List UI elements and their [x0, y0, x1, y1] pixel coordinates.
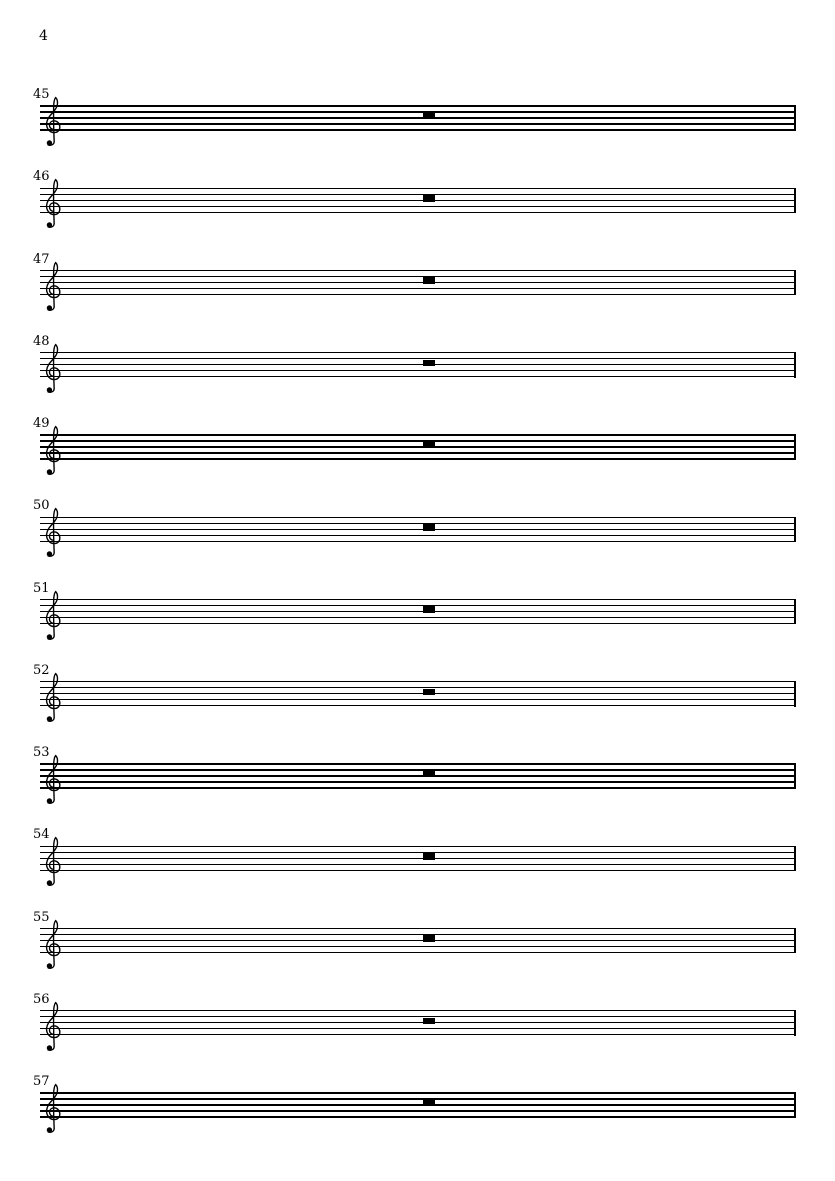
staff-line	[40, 123, 796, 124]
staff-line	[40, 535, 796, 536]
staff-line	[40, 769, 796, 770]
staff-line	[40, 282, 796, 283]
staff	[40, 435, 796, 461]
measure-number: 49	[33, 416, 50, 431]
treble-clef-icon	[43, 672, 63, 724]
staff-line	[40, 858, 796, 859]
whole-rest	[423, 771, 435, 778]
staff-line	[40, 529, 796, 530]
staff-system	[0, 826, 835, 896]
staff-line	[40, 194, 796, 195]
staff-line	[40, 928, 796, 929]
staff-line	[40, 705, 796, 706]
staff	[40, 846, 796, 872]
staff-line	[40, 1028, 796, 1029]
end-barline	[794, 1092, 796, 1117]
end-barline	[794, 270, 796, 295]
end-barline	[794, 599, 796, 624]
whole-rest	[423, 524, 435, 531]
staff-line	[40, 1116, 796, 1117]
staff-system	[0, 662, 835, 732]
whole-rest	[423, 1018, 435, 1025]
treble-clef-icon	[43, 261, 63, 313]
measure-number: 51	[33, 580, 50, 596]
staff-line	[40, 440, 796, 441]
staff-line	[40, 288, 796, 289]
staff	[40, 271, 796, 297]
whole-rest	[423, 1100, 435, 1107]
staff-line	[40, 605, 796, 606]
treble-clef-icon	[43, 96, 63, 148]
staff-line	[40, 105, 796, 106]
end-barline	[794, 517, 796, 542]
staff-line	[40, 846, 796, 847]
staff-line	[40, 200, 796, 201]
treble-clef-icon	[43, 1001, 63, 1053]
staff-line	[40, 111, 796, 112]
staff-line	[40, 206, 796, 207]
staff-line	[40, 370, 796, 371]
staff-line	[40, 452, 796, 453]
end-barline	[794, 352, 796, 377]
measure-number: 47	[33, 251, 50, 267]
staff-system	[0, 1073, 835, 1143]
staff-line	[40, 946, 796, 947]
staff-line	[40, 787, 796, 788]
whole-rest	[423, 935, 435, 942]
staff-line	[40, 775, 796, 776]
staff-line	[40, 129, 796, 130]
treble-clef-icon	[43, 425, 63, 477]
staff-line	[40, 117, 796, 118]
staff	[40, 188, 796, 214]
treble-clef-icon	[43, 836, 63, 888]
whole-rest	[423, 113, 435, 120]
measure-number: 57	[33, 1074, 50, 1089]
measure-number: 54	[33, 827, 50, 843]
staff-line	[40, 212, 796, 213]
end-barline	[794, 188, 796, 213]
staff-line	[40, 1110, 796, 1111]
staff-line	[40, 1034, 796, 1035]
staff-line	[40, 870, 796, 871]
staff-line	[40, 446, 796, 447]
staff	[40, 517, 796, 543]
staff-line	[40, 599, 796, 600]
page-number: 4	[39, 28, 48, 44]
end-barline	[794, 105, 796, 130]
treble-clef-icon	[43, 754, 63, 806]
staff-line	[40, 623, 796, 624]
treble-clef-icon	[43, 507, 63, 559]
staff-line	[40, 781, 796, 782]
staff	[40, 600, 796, 626]
measure-number: 45	[33, 87, 50, 102]
end-barline	[794, 846, 796, 871]
whole-rest	[423, 606, 435, 613]
staff-line	[40, 517, 796, 518]
measure-number: 46	[33, 169, 50, 185]
treble-clef-icon	[43, 919, 63, 971]
staff-system	[0, 497, 835, 567]
staff	[40, 682, 796, 708]
staff-line	[40, 934, 796, 935]
whole-rest	[423, 277, 435, 284]
staff-system	[0, 415, 835, 485]
staff-line	[40, 940, 796, 941]
end-barline	[794, 1010, 796, 1035]
staff-line	[40, 364, 796, 365]
staff-line	[40, 699, 796, 700]
staff-line	[40, 1010, 796, 1011]
staff-line	[40, 852, 796, 853]
staff-line	[40, 523, 796, 524]
end-barline	[794, 763, 796, 788]
whole-rest	[423, 442, 435, 449]
staff	[40, 106, 796, 132]
whole-rest	[423, 360, 435, 367]
staff-line	[40, 276, 796, 277]
staff-line	[40, 1022, 796, 1023]
staff-line	[40, 693, 796, 694]
measure-number: 56	[33, 991, 50, 1007]
staff-system	[0, 580, 835, 650]
staff-line	[40, 763, 796, 764]
staff-system	[0, 333, 835, 403]
staff	[40, 764, 796, 790]
staff-line	[40, 270, 796, 271]
staff-line	[40, 294, 796, 295]
treble-clef-icon	[43, 343, 63, 395]
treble-clef-icon	[43, 1083, 63, 1135]
treble-clef-icon	[43, 590, 63, 642]
staff-line	[40, 687, 796, 688]
staff-system	[0, 168, 835, 238]
staff	[40, 1093, 796, 1119]
whole-rest	[423, 689, 435, 696]
staff-line	[40, 617, 796, 618]
measure-number: 55	[33, 909, 50, 925]
measure-number: 50	[33, 498, 50, 514]
staff-line	[40, 352, 796, 353]
staff-line	[40, 188, 796, 189]
staff-line	[40, 1104, 796, 1105]
staff-line	[40, 1016, 796, 1017]
end-barline	[794, 928, 796, 953]
staff	[40, 929, 796, 955]
staff-system	[0, 744, 835, 814]
end-barline	[794, 434, 796, 459]
staff-line	[40, 358, 796, 359]
measure-number: 52	[33, 662, 50, 678]
whole-rest	[423, 195, 435, 202]
whole-rest	[423, 853, 435, 860]
staff-line	[40, 864, 796, 865]
staff-system	[0, 251, 835, 321]
staff-line	[40, 434, 796, 435]
staff-line	[40, 952, 796, 953]
staff-line	[40, 541, 796, 542]
staff-line	[40, 1098, 796, 1099]
treble-clef-icon	[43, 178, 63, 230]
measure-number: 53	[33, 745, 50, 760]
measure-number: 48	[33, 333, 50, 349]
staff-line	[40, 681, 796, 682]
staff	[40, 1011, 796, 1037]
staff-line	[40, 1092, 796, 1093]
staff-system	[0, 991, 835, 1061]
staff	[40, 353, 796, 379]
staff-line	[40, 611, 796, 612]
end-barline	[794, 681, 796, 706]
staff-system	[0, 86, 835, 156]
staff-line	[40, 376, 796, 377]
staff-line	[40, 458, 796, 459]
staff-system	[0, 909, 835, 979]
